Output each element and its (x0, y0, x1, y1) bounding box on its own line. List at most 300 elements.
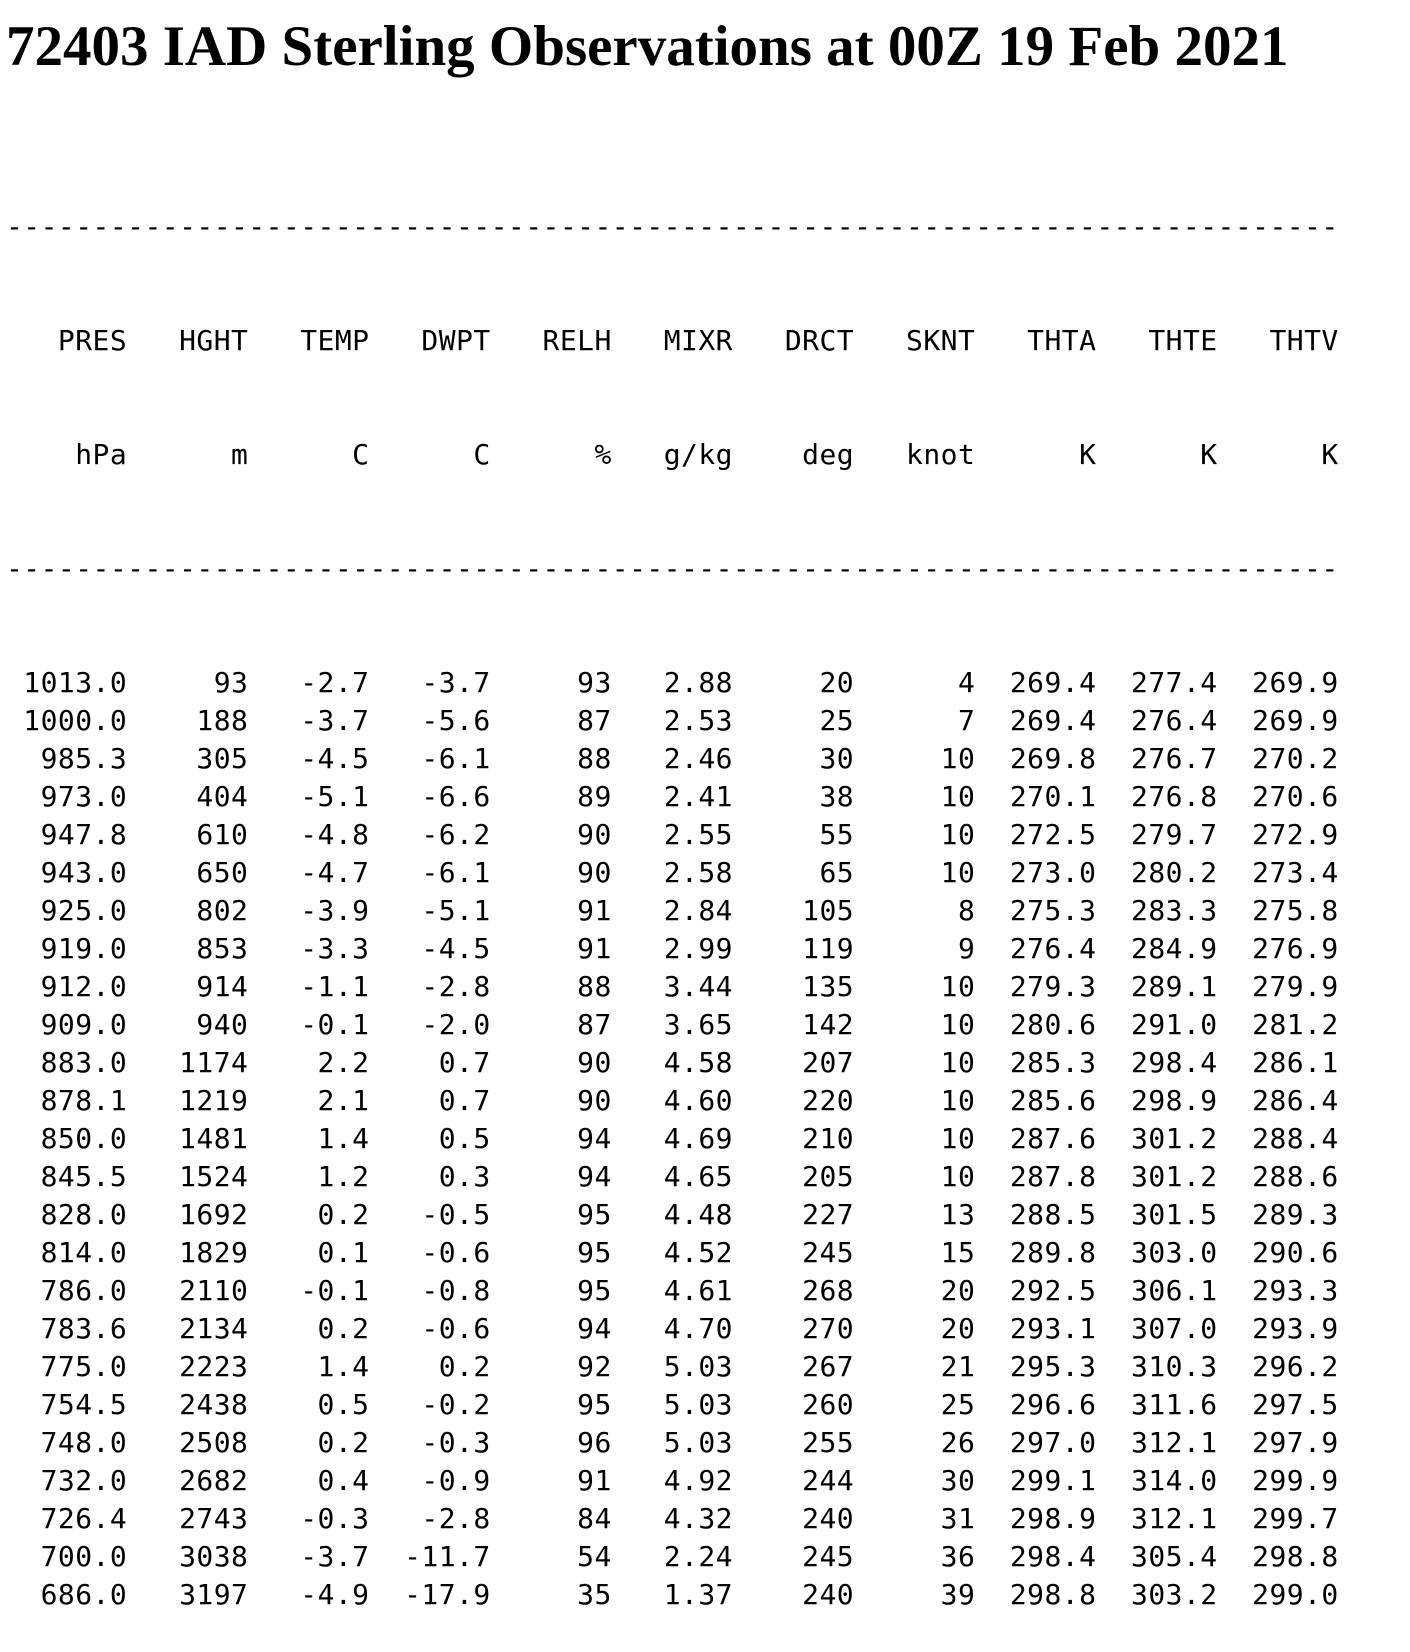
table-cell: 285.6 (975, 1084, 1097, 1117)
table-cell: 947.8 (6, 818, 128, 851)
table-cell: -3.7 (248, 704, 370, 737)
table-cell: 10 (854, 742, 976, 775)
table-cell: -0.9 (369, 1464, 491, 1497)
table-cell: 2682 (127, 1464, 249, 1497)
table-cell: -6.1 (369, 742, 491, 775)
table-cell: 275.8 (1217, 894, 1339, 927)
table-cell: 283.3 (1096, 894, 1218, 927)
table-row (6, 1158, 1339, 1196)
table-cell: 205 (732, 1160, 855, 1193)
table-row (6, 1234, 1339, 1272)
table-cell: 10 (854, 818, 976, 851)
table-cell: -6.6 (369, 780, 491, 813)
table-row (6, 1348, 1339, 1386)
table-cell: 2.2 (248, 1046, 370, 1079)
table-cell: 686.0 (6, 1578, 128, 1611)
table-cell: 92 (490, 1350, 612, 1383)
table-cell: -11.7 (369, 1540, 491, 1573)
table-cell: 4.61 (611, 1274, 733, 1307)
table-cell: 828.0 (6, 1198, 128, 1231)
table-separator-bottom: ----------------------------------------------------------------------------- (6, 552, 1339, 585)
table-cell: 142 (732, 1008, 855, 1041)
table-cell: 0.7 (369, 1084, 491, 1117)
table-cell: 287.6 (975, 1122, 1097, 1155)
table-cell: 284.9 (1096, 932, 1218, 965)
table-row (6, 816, 1339, 854)
table-cell: 311.6 (1096, 1388, 1218, 1421)
table-cell: 21 (854, 1350, 976, 1383)
table-cell: 973.0 (6, 780, 128, 813)
table-cell: 293.1 (975, 1312, 1097, 1345)
table-cell: 301.2 (1096, 1160, 1218, 1193)
table-cell: 3038 (127, 1540, 249, 1573)
table-cell: -6.2 (369, 818, 491, 851)
column-header: DWPT (369, 324, 491, 357)
table-cell: 1013.0 (6, 666, 128, 699)
table-cell: 2.24 (611, 1540, 733, 1573)
table-cell: -0.3 (369, 1426, 491, 1459)
table-row (6, 1196, 1339, 1234)
table-row (6, 1310, 1339, 1348)
column-unit: m (127, 438, 249, 471)
table-cell: -4.8 (248, 818, 370, 851)
table-cell: 732.0 (6, 1464, 128, 1497)
table-cell: -0.2 (369, 1388, 491, 1421)
table-cell: 26 (854, 1426, 976, 1459)
table-cell: 288.6 (1217, 1160, 1339, 1193)
table-cell: 20 (732, 666, 855, 699)
table-cell: 20 (854, 1312, 976, 1345)
table-cell: 299.1 (975, 1464, 1097, 1497)
table-cell: 5.03 (611, 1388, 733, 1421)
table-cell: 276.8 (1096, 780, 1218, 813)
table-cell: 312.1 (1096, 1426, 1218, 1459)
table-cell: 38 (732, 780, 855, 813)
table-cell: 240 (732, 1502, 855, 1535)
table-cell: -2.0 (369, 1008, 491, 1041)
table-cell: 295.3 (975, 1350, 1097, 1383)
table-cell: 30 (732, 742, 855, 775)
table-cell: 273.4 (1217, 856, 1339, 889)
table-row (6, 1082, 1339, 1120)
table-cell: 276.7 (1096, 742, 1218, 775)
table-cell: 909.0 (6, 1008, 128, 1041)
table-cell: 925.0 (6, 894, 128, 927)
table-cell: 119 (732, 932, 855, 965)
table-cell: 10 (854, 856, 976, 889)
table-cell: 1692 (127, 1198, 249, 1231)
table-cell: 775.0 (6, 1350, 128, 1383)
table-cell: -5.1 (248, 780, 370, 813)
table-cell: 10 (854, 1084, 976, 1117)
table-cell: 54 (490, 1540, 612, 1573)
table-cell: 270.1 (975, 780, 1097, 813)
table-cell: 1219 (127, 1084, 249, 1117)
table-cell: 3.65 (611, 1008, 733, 1041)
table-cell: 301.5 (1096, 1198, 1218, 1231)
column-unit: K (1217, 438, 1339, 471)
table-cell: 298.4 (1096, 1046, 1218, 1079)
table-cell: 312.1 (1096, 1502, 1218, 1535)
table-cell: 65 (732, 856, 855, 889)
table-cell: 307.0 (1096, 1312, 1218, 1345)
table-cell: 2.55 (611, 818, 733, 851)
table-cell: 269.4 (975, 704, 1097, 737)
table-cell: 912.0 (6, 970, 128, 1003)
table-cell: 88 (490, 742, 612, 775)
column-header: RELH (490, 324, 612, 357)
table-cell: -5.1 (369, 894, 491, 927)
table-cell: 298.4 (975, 1540, 1097, 1573)
table-cell: 210 (732, 1122, 855, 1155)
table-cell: 786.0 (6, 1274, 128, 1307)
table-cell: 2508 (127, 1426, 249, 1459)
table-cell: 96 (490, 1426, 612, 1459)
table-cell: -4.5 (248, 742, 370, 775)
table-cell: 279.3 (975, 970, 1097, 1003)
table-cell: 289.1 (1096, 970, 1218, 1003)
table-cell: 850.0 (6, 1122, 128, 1155)
table-cell: 288.5 (975, 1198, 1097, 1231)
table-cell: 299.9 (1217, 1464, 1339, 1497)
table-cell: -6.1 (369, 856, 491, 889)
table-cell: 0.1 (248, 1236, 370, 1269)
table-cell: 36 (854, 1540, 976, 1573)
table-cell: 985.3 (6, 742, 128, 775)
table-cell: 93 (490, 666, 612, 699)
table-cell: 0.2 (248, 1198, 370, 1231)
table-cell: 279.7 (1096, 818, 1218, 851)
table-cell: 270.2 (1217, 742, 1339, 775)
table-cell: 84 (490, 1502, 612, 1535)
table-cell: 289.3 (1217, 1198, 1339, 1231)
table-cell: 88 (490, 970, 612, 1003)
table-cell: -4.5 (369, 932, 491, 965)
table-cell: 268 (732, 1274, 855, 1307)
table-cell: 273.0 (975, 856, 1097, 889)
table-cell: 94 (490, 1160, 612, 1193)
table-cell: -0.3 (248, 1502, 370, 1535)
table-cell: -3.7 (369, 666, 491, 699)
table-cell: 297.0 (975, 1426, 1097, 1459)
column-unit: K (1096, 438, 1218, 471)
table-cell: 802 (127, 894, 249, 927)
table-cell: 2.88 (611, 666, 733, 699)
table-cell: 95 (490, 1388, 612, 1421)
column-header: TEMP (248, 324, 370, 357)
table-cell: 10 (854, 1008, 976, 1041)
column-header: THTV (1217, 324, 1339, 357)
table-cell: 299.7 (1217, 1502, 1339, 1535)
table-cell: -3.7 (248, 1540, 370, 1573)
table-cell: 275.3 (975, 894, 1097, 927)
table-row (6, 778, 1339, 816)
table-row (6, 1044, 1339, 1082)
table-cell: 281.2 (1217, 1008, 1339, 1041)
table-cell: 244 (732, 1464, 855, 1497)
table-cell: 0.4 (248, 1464, 370, 1497)
table-cell: 285.3 (975, 1046, 1097, 1079)
table-cell: -0.1 (248, 1274, 370, 1307)
table-cell: 298.9 (975, 1502, 1097, 1535)
table-cell: 404 (127, 780, 249, 813)
table-cell: 1000.0 (6, 704, 128, 737)
table-cell: 303.0 (1096, 1236, 1218, 1269)
table-cell: 3.44 (611, 970, 733, 1003)
column-unit: C (248, 438, 370, 471)
table-cell: 726.4 (6, 1502, 128, 1535)
column-unit: % (490, 438, 612, 471)
table-cell: 245 (732, 1540, 855, 1573)
table-cell: 90 (490, 1084, 612, 1117)
table-cell: 4.65 (611, 1160, 733, 1193)
table-cell: -0.8 (369, 1274, 491, 1307)
table-row (6, 1424, 1339, 1462)
table-cell: 853 (127, 932, 249, 965)
table-row (6, 1272, 1339, 1310)
table-cell: 306.1 (1096, 1274, 1218, 1307)
table-cell: 290.6 (1217, 1236, 1339, 1269)
table-cell: 301.2 (1096, 1122, 1218, 1155)
table-cell: 2438 (127, 1388, 249, 1421)
table-cell: 245 (732, 1236, 855, 1269)
table-cell: 4.60 (611, 1084, 733, 1117)
table-cell: 748.0 (6, 1426, 128, 1459)
table-cell: 8 (854, 894, 976, 927)
column-header: SKNT (854, 324, 976, 357)
table-cell: 2.58 (611, 856, 733, 889)
table-cell: 13 (854, 1198, 976, 1231)
table-cell: 943.0 (6, 856, 128, 889)
table-cell: 2.46 (611, 742, 733, 775)
table-cell: 255 (732, 1426, 855, 1459)
table-cell: -17.9 (369, 1578, 491, 1611)
table-cell: 276.9 (1217, 932, 1339, 965)
table-cell: 845.5 (6, 1160, 128, 1193)
table-cell: 291.0 (1096, 1008, 1218, 1041)
table-cell: 95 (490, 1198, 612, 1231)
table-cell: 269.8 (975, 742, 1097, 775)
table-cell: 1.37 (611, 1578, 733, 1611)
table-cell: 95 (490, 1236, 612, 1269)
table-cell: 314.0 (1096, 1464, 1218, 1497)
table-cell: 87 (490, 1008, 612, 1041)
table-row (6, 968, 1339, 1006)
table-cell: 4.69 (611, 1122, 733, 1155)
table-cell: 3197 (127, 1578, 249, 1611)
table-cell: 10 (854, 970, 976, 1003)
table-cell: 288.4 (1217, 1122, 1339, 1155)
table-cell: 297.5 (1217, 1388, 1339, 1421)
table-cell: 940 (127, 1008, 249, 1041)
table-row (6, 892, 1339, 930)
table-cell: 5.03 (611, 1350, 733, 1383)
table-cell: 91 (490, 894, 612, 927)
table-cell: 10 (854, 1160, 976, 1193)
table-row (6, 740, 1339, 778)
table-cell: 272.5 (975, 818, 1097, 851)
table-cell: 4.32 (611, 1502, 733, 1535)
table-cell: -0.6 (369, 1236, 491, 1269)
table-cell: 919.0 (6, 932, 128, 965)
table-cell: 783.6 (6, 1312, 128, 1345)
table-row (6, 702, 1339, 740)
table-cell: 4 (854, 666, 976, 699)
table-cell: 293.9 (1217, 1312, 1339, 1345)
table-cell: -2.8 (369, 1502, 491, 1535)
table-cell: 1481 (127, 1122, 249, 1155)
table-cell: 276.4 (975, 932, 1097, 965)
table-cell: -1.1 (248, 970, 370, 1003)
table-cell: 296.2 (1217, 1350, 1339, 1383)
table-cell: 55 (732, 818, 855, 851)
table-cell: 272.9 (1217, 818, 1339, 851)
table-cell: -4.7 (248, 856, 370, 889)
table-cell: -4.9 (248, 1578, 370, 1611)
table-cell: 2223 (127, 1350, 249, 1383)
table-cell: 39 (854, 1578, 976, 1611)
column-names-row (6, 322, 1339, 360)
table-cell: 0.3 (369, 1160, 491, 1193)
table-cell: 298.9 (1096, 1084, 1218, 1117)
table-cell: 276.4 (1096, 704, 1218, 737)
column-header: DRCT (732, 324, 855, 357)
table-row (6, 930, 1339, 968)
table-cell: 280.2 (1096, 856, 1218, 889)
table-cell: -3.9 (248, 894, 370, 927)
column-header: MIXR (611, 324, 733, 357)
table-cell: -5.6 (369, 704, 491, 737)
column-unit: g/kg (611, 438, 733, 471)
table-cell: 20 (854, 1274, 976, 1307)
table-cell: 2134 (127, 1312, 249, 1345)
table-cell: 286.1 (1217, 1046, 1339, 1079)
table-cell: 754.5 (6, 1388, 128, 1421)
table-row (6, 1462, 1339, 1500)
table-cell: 2.84 (611, 894, 733, 927)
page-title: 72403 IAD Sterling Observations at 00Z 19 Feb 2021 (6, 15, 1289, 78)
table-cell: 227 (732, 1198, 855, 1231)
table-cell: 94 (490, 1312, 612, 1345)
column-unit: knot (854, 438, 976, 471)
table-cell: 303.2 (1096, 1578, 1218, 1611)
table-cell: 0.2 (248, 1312, 370, 1345)
table-cell: 1829 (127, 1236, 249, 1269)
table-cell: 298.8 (975, 1578, 1097, 1611)
table-cell: 267 (732, 1350, 855, 1383)
table-cell: 7 (854, 704, 976, 737)
table-cell: 4.70 (611, 1312, 733, 1345)
table-cell: 299.0 (1217, 1578, 1339, 1611)
table-cell: -3.3 (248, 932, 370, 965)
table-cell: 240 (732, 1578, 855, 1611)
table-cell: 270 (732, 1312, 855, 1345)
table-cell: -0.5 (369, 1198, 491, 1231)
table-cell: 1174 (127, 1046, 249, 1079)
table-cell: 296.6 (975, 1388, 1097, 1421)
table-body (6, 664, 1339, 1614)
table-cell: 286.4 (1217, 1084, 1339, 1117)
table-cell: 4.92 (611, 1464, 733, 1497)
table-cell: 1524 (127, 1160, 249, 1193)
table-cell: 280.6 (975, 1008, 1097, 1041)
table-cell: -0.6 (369, 1312, 491, 1345)
table-cell: 298.8 (1217, 1540, 1339, 1573)
table-row (6, 664, 1339, 702)
table-cell: 2110 (127, 1274, 249, 1307)
table-row (6, 1120, 1339, 1158)
table-cell: 207 (732, 1046, 855, 1079)
table-cell: 2.99 (611, 932, 733, 965)
table-cell: 25 (732, 704, 855, 737)
table-cell: 277.4 (1096, 666, 1218, 699)
table-cell: -2.8 (369, 970, 491, 1003)
table-cell: 0.7 (369, 1046, 491, 1079)
table-cell: 292.5 (975, 1274, 1097, 1307)
table-cell: 10 (854, 780, 976, 813)
table-cell: 0.2 (248, 1426, 370, 1459)
table-cell: 89 (490, 780, 612, 813)
table-cell: 270.6 (1217, 780, 1339, 813)
table-cell: 10 (854, 1122, 976, 1155)
column-header: HGHT (127, 324, 249, 357)
table-cell: 287.8 (975, 1160, 1097, 1193)
table-row (6, 1006, 1339, 1044)
table-cell: -0.1 (248, 1008, 370, 1041)
table-cell: 4.52 (611, 1236, 733, 1269)
table-cell: 279.9 (1217, 970, 1339, 1003)
table-cell: 15 (854, 1236, 976, 1269)
table-cell: 30 (854, 1464, 976, 1497)
table-cell: 914 (127, 970, 249, 1003)
table-cell: 814.0 (6, 1236, 128, 1269)
table-cell: 0.2 (369, 1350, 491, 1383)
table-cell: 1.2 (248, 1160, 370, 1193)
table-row (6, 1538, 1339, 1576)
table-cell: 94 (490, 1122, 612, 1155)
table-cell: 91 (490, 1464, 612, 1497)
table-cell: 87 (490, 704, 612, 737)
table-cell: 297.9 (1217, 1426, 1339, 1459)
table-cell: 269.4 (975, 666, 1097, 699)
column-unit: C (369, 438, 491, 471)
table-cell: 25 (854, 1388, 976, 1421)
table-cell: 91 (490, 932, 612, 965)
table-cell: 35 (490, 1578, 612, 1611)
table-cell: -2.7 (248, 666, 370, 699)
table-cell: 1.4 (248, 1122, 370, 1155)
table-cell: 31 (854, 1502, 976, 1535)
sounding-table (6, 132, 1339, 1652)
table-cell: 0.5 (248, 1388, 370, 1421)
table-cell: 2743 (127, 1502, 249, 1535)
table-cell: 105 (732, 894, 855, 927)
table-cell: 269.9 (1217, 666, 1339, 699)
table-cell: 878.1 (6, 1084, 128, 1117)
table-cell: 700.0 (6, 1540, 128, 1573)
table-cell: 269.9 (1217, 704, 1339, 737)
column-header: THTA (975, 324, 1097, 357)
table-cell: 610 (127, 818, 249, 851)
table-cell: 10 (854, 1046, 976, 1079)
table-cell: 289.8 (975, 1236, 1097, 1269)
table-row (6, 854, 1339, 892)
table-cell: 95 (490, 1274, 612, 1307)
table-cell: 90 (490, 1046, 612, 1079)
table-cell: 310.3 (1096, 1350, 1218, 1383)
table-row (6, 1500, 1339, 1538)
table-cell: 93 (127, 666, 249, 699)
